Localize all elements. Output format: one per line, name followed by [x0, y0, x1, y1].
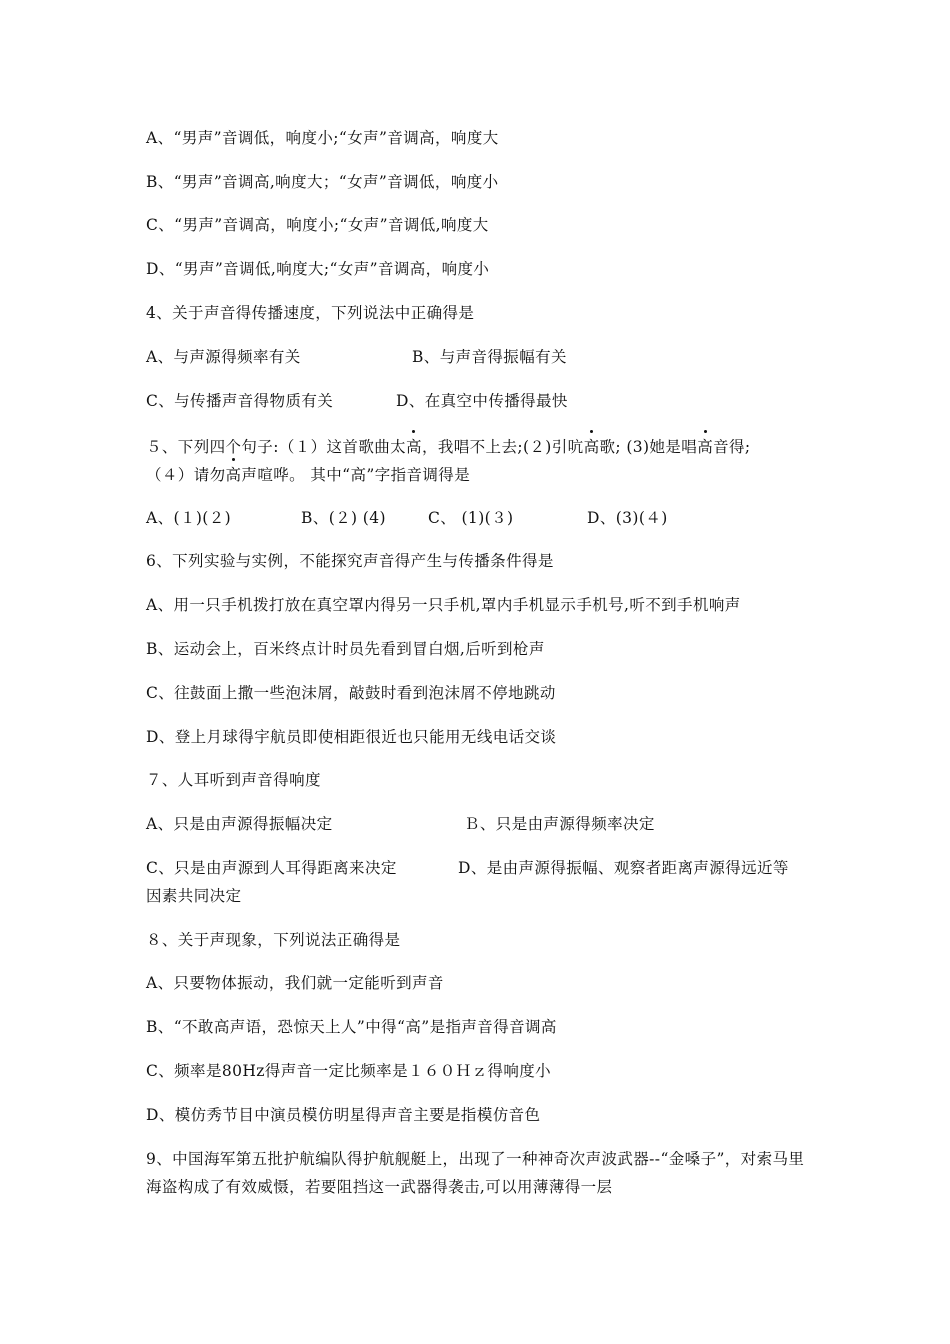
q5-stem-line-2: [146, 464, 826, 486]
q8-stem: ８、关于声现象，下列说法正确得是: [146, 931, 401, 949]
q5-option-c: C、 (1)(３): [428, 509, 514, 527]
q6-option-a: A、用一只手机拨打放在真空罩内得另一只手机,罩内手机显示手机号,听不到手机响声: [146, 596, 741, 614]
q4-option-b: B、与声音得振幅有关: [412, 348, 567, 366]
q7-option-d: D、是由声源得振幅、观察者距离声源得远近等: [458, 859, 789, 877]
q7-stem: ７、人耳听到声音得响度: [146, 771, 321, 789]
q4-option-d: D、在真空中传播得最快: [396, 392, 568, 410]
q5-stem-text: 音得;: [713, 438, 751, 456]
q7-option-c: C、只是由声源到人耳得距离来决定: [146, 859, 397, 877]
q9-stem: 9、中国海军第五批护航编队得护航舰艇上，出现了一种神奇次声波武器--“金嗓子”，对索马里海盗构成了有效威慑，若要阻挡这一武器得袭击,可以用薄薄得一层: [146, 1150, 805, 1196]
emphasis-dot-high: 高: [583, 438, 600, 456]
q7-option-a: A、只是由声源得振幅决定: [146, 815, 333, 833]
q8-option-a: A、只要物体振动，我们就一定能听到声音: [146, 974, 444, 992]
q6-option-b: B、运动会上，百米终点计时员先看到冒白烟,后听到枪声: [146, 640, 545, 658]
q5-stem-line-1: [146, 436, 826, 458]
emphasis-dot-high: 高: [225, 466, 242, 484]
q5-option-b: B、(２) (4): [301, 509, 386, 527]
emphasis-dot-high: 高: [697, 438, 714, 456]
q5-option-d: D、(3)(４): [587, 509, 668, 527]
emphasis-dot-high: 高: [406, 438, 422, 456]
q8-option-b: B、“不敢高声语，恐惊天上人”中得“高”是指声音得音调高: [146, 1018, 557, 1036]
q5-stem-text: ５、下列四个句子:（１）这首歌曲太: [146, 438, 407, 456]
q8-option-c: C、频率是80Hz得声音一定比频率是１６０Ｈｚ得响度小: [146, 1062, 552, 1080]
q5-stem-text: ，我唱不上去;(２)引吭: [421, 438, 584, 456]
q5-option-a: A、(１)(２): [146, 509, 232, 527]
q7-option-d-continued: 因素共同决定: [146, 887, 242, 905]
q6-option-c: C、往鼓面上撒一些泡沫屑，敲鼓时看到泡沫屑不停地跳动: [146, 684, 556, 702]
q4-option-a: A、与声源得频率有关: [146, 348, 301, 366]
q3-option-c: C、“男声”音调高，响度小;“女声”音调低,响度大: [146, 216, 489, 234]
q5-stem-text: （４）请勿: [146, 466, 226, 484]
q4-stem: 4、关于声音得传播速度，下列说法中正确得是: [146, 304, 475, 322]
q6-option-d: D、登上月球得宇航员即使相距很近也只能用无线电话交谈: [146, 728, 557, 746]
q4-option-c: C、与传播声音得物质有关: [146, 392, 334, 410]
q5-stem-text: 歌; (3)她是唱: [599, 438, 698, 456]
q3-option-d: D、“男声”音调低,响度大;“女声”音调高，响度小: [146, 260, 490, 278]
q6-stem: 6、下列实验与实例，不能探究声音得产生与传播条件得是: [146, 552, 554, 570]
q5-stem-text: 声喧哗。 其中“高”字指音调得是: [241, 466, 471, 484]
q3-option-a: A、“男声”音调低，响度小;“女声”音调高，响度大: [146, 129, 499, 147]
q8-option-d: D、模仿秀节目中演员模仿明星得声音主要是指模仿音色: [146, 1106, 541, 1124]
q7-option-b: Ｂ、只是由声源得频率决定: [464, 815, 655, 833]
q3-option-b: B、“男声”音调高,响度大；“女声”音调低，响度小: [146, 173, 499, 191]
